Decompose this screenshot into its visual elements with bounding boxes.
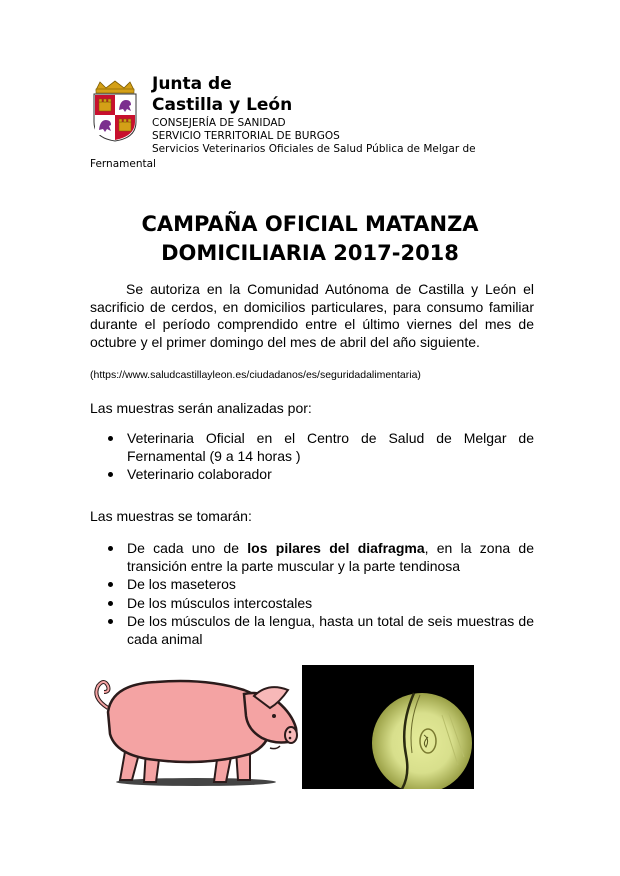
service-name: SERVICIO TERRITORIAL DE BURGOS (152, 130, 340, 142)
vet-services-line-end: Fernamental (90, 158, 156, 170)
pig-illustration (86, 668, 302, 790)
castilla-leon-crest-icon (90, 80, 140, 142)
list-item (90, 466, 534, 484)
micrograph-view (302, 665, 474, 789)
org-name-line1: Junta de (152, 74, 232, 94)
list-item (90, 540, 534, 575)
intro-paragraph (90, 281, 534, 351)
list-item-text: , en la zona de transición entre la parte muscular y la parte tendinosa (127, 540, 534, 574)
reference-url: (https://www.saludcastillayleon.es/ciudadanos/es/seguridadalimentaria) (90, 369, 421, 381)
bullet-icon (108, 546, 113, 551)
samples-label: Las muestras se tomarán: (90, 508, 252, 524)
intro-text: Se autoriza en la Comunidad Autónoma de Castilla y León el sacrificio de cerdos, en domicilios particulares, para consumo familiar durante el período comprendido entre el último viernes del mes de octubre y el primer domingo del mes de abril del año siguiente. (90, 281, 534, 350)
department-name: CONSEJERÍA DE SANIDAD (152, 117, 286, 129)
list-item (90, 430, 534, 465)
department-lines (152, 117, 476, 156)
bullet-icon (108, 601, 113, 606)
org-name-line2: Castilla y León (152, 95, 293, 115)
bullet-icon (108, 582, 113, 587)
organization-name (152, 74, 292, 116)
title-line1: CAMPAÑA OFICIAL MATANZA (141, 212, 479, 236)
list-item-text: De los músculos intercostales (127, 594, 313, 611)
list-item (90, 595, 534, 613)
list-item-text: Veterinaria Oficial en el Centro de Salud de Melgar de Fernamental (9 a 14 horas ) (127, 430, 534, 464)
samples-list (90, 540, 534, 649)
list-item-text: Veterinario colaborador (127, 466, 272, 482)
emphasis-text: los pilares del diafragma (247, 540, 425, 556)
trichinella-micrograph (302, 665, 474, 789)
list-item-text: De los músculos de la lengua, hasta un total de seis muestras de cada animal (127, 613, 534, 647)
bullet-icon (108, 619, 113, 624)
bullet-icon (108, 436, 113, 441)
page-title (60, 210, 560, 268)
vet-services-line: Servicios Veterinarios Oficiales de Salud Pública de Melgar de (152, 143, 476, 155)
title-line2: DOMICILIARIA 2017-2018 (161, 241, 459, 265)
list-item (90, 576, 534, 594)
list-item-text: De cada uno de (127, 540, 248, 556)
list-item-text: De los maseteros (127, 576, 236, 592)
bullet-icon (108, 472, 113, 477)
list-item (90, 613, 534, 648)
analysis-label: Las muestras serán analizadas por: (90, 400, 312, 416)
analysis-list (90, 430, 534, 485)
